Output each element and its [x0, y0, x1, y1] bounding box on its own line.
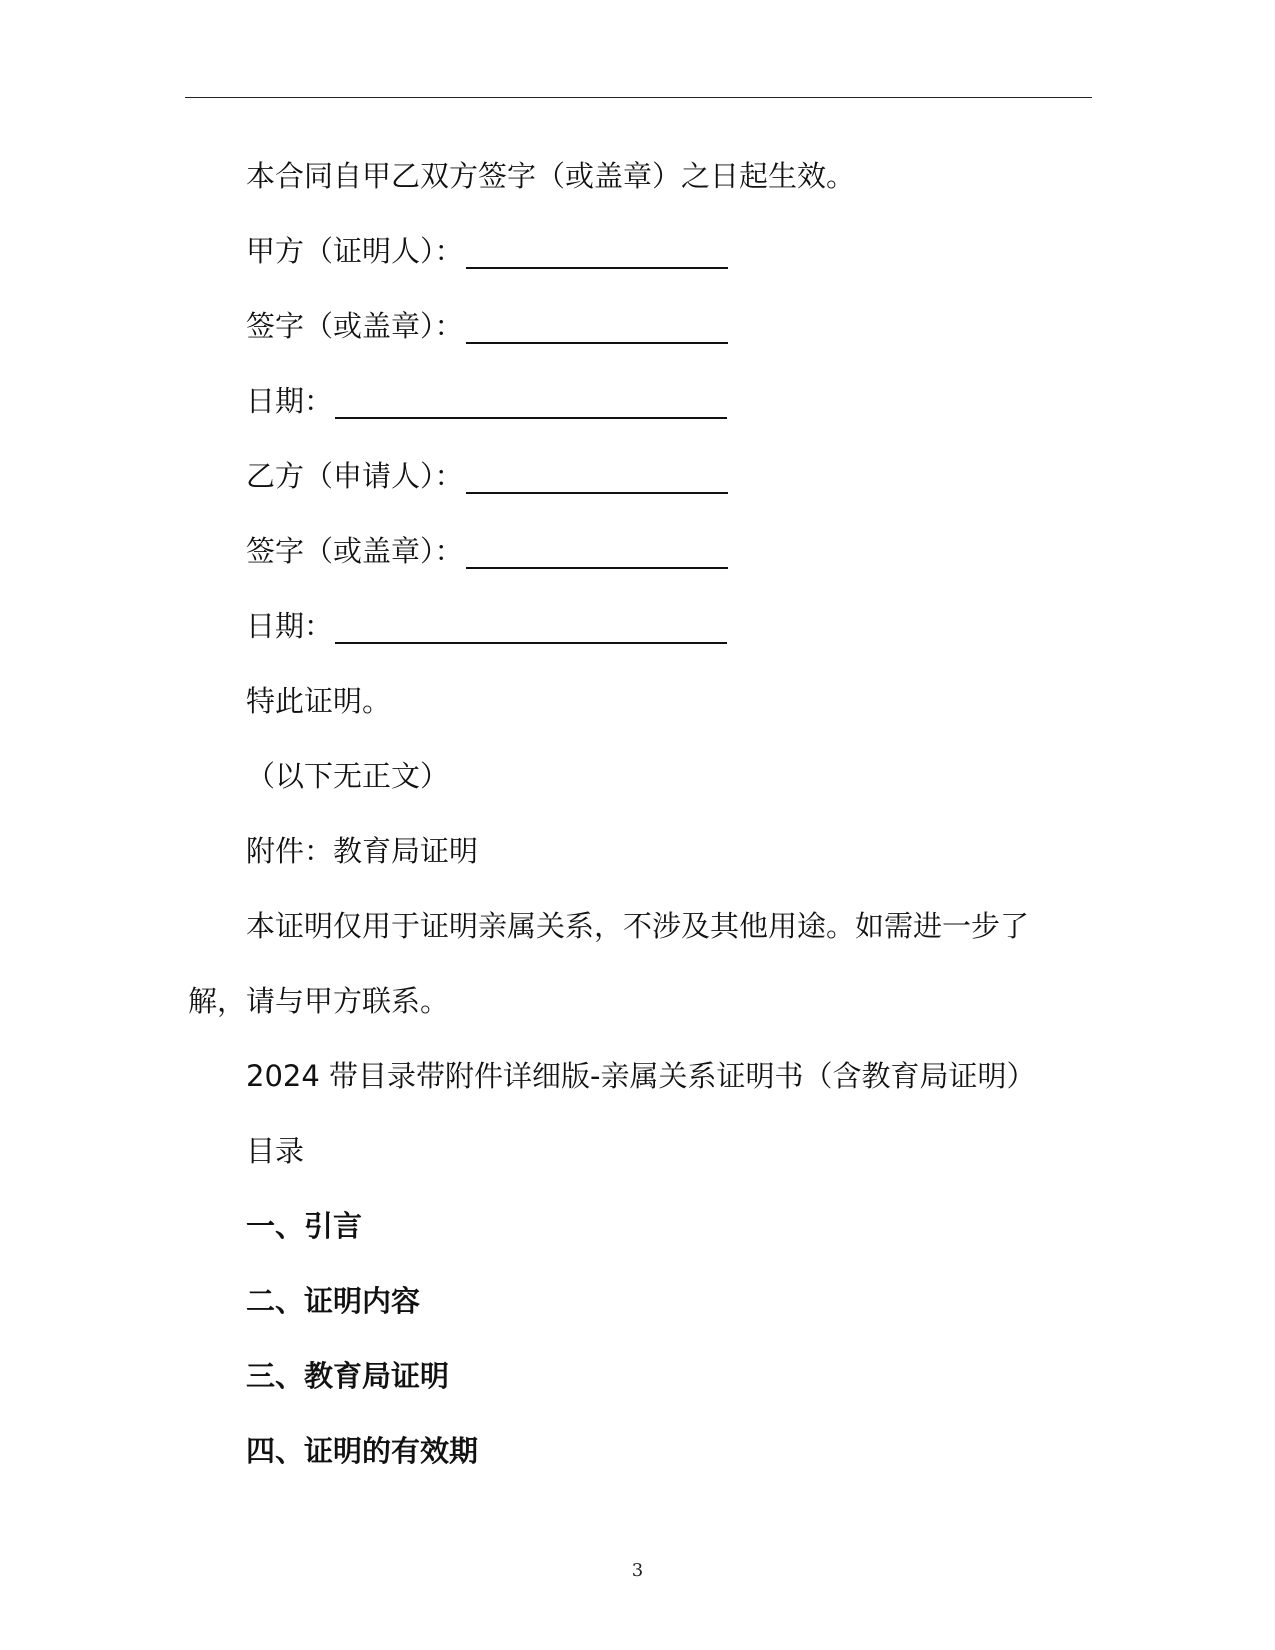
party-b-sign-label: 签字（或盖章）：	[246, 534, 464, 568]
no-more-text: （以下无正文）	[246, 759, 450, 793]
attachment-line: 附件：教育局证明	[246, 834, 479, 868]
party-b-date-label: 日期：	[246, 609, 334, 643]
hereby-certify: 特此证明。	[246, 684, 392, 718]
toc-heading: 目录	[246, 1134, 305, 1168]
party-b-date-blank[interactable]	[335, 612, 727, 644]
party-b-row	[246, 458, 728, 494]
party-a-row	[246, 233, 728, 269]
header-rule	[185, 97, 1092, 98]
party-a-blank[interactable]	[466, 237, 728, 269]
toc-item-certification-content[interactable]: 二、证明内容	[246, 1284, 421, 1318]
effective-clause: 本合同自甲乙双方签字（或盖章）之日起生效。	[246, 159, 856, 193]
document-title: 2024 带目录带附件详细版-亲属关系证明书（含教育局证明）	[246, 1059, 1036, 1093]
party-a-sign-blank[interactable]	[466, 312, 728, 344]
party-b-date-row	[246, 608, 727, 644]
usage-note-line2: 解，请与甲方联系。	[188, 984, 450, 1018]
usage-note-line1: 本证明仅用于证明亲属关系，不涉及其他用途。如需进一步了	[246, 909, 1030, 943]
party-a-date-blank[interactable]	[335, 387, 727, 419]
party-a-date-row	[246, 383, 727, 419]
toc-item-education-bureau[interactable]: 三、教育局证明	[246, 1359, 450, 1393]
party-a-label: 甲方（证明人）：	[246, 234, 464, 268]
party-b-sign-row	[246, 533, 728, 569]
toc-item-validity-period[interactable]: 四、证明的有效期	[246, 1434, 479, 1468]
page-number: 3	[631, 1560, 644, 1581]
toc-item-introduction[interactable]: 一、引言	[246, 1209, 363, 1243]
party-b-blank[interactable]	[466, 462, 728, 494]
party-a-sign-row	[246, 308, 728, 344]
party-b-sign-blank[interactable]	[466, 537, 728, 569]
party-a-date-label: 日期：	[246, 384, 334, 418]
party-a-sign-label: 签字（或盖章）：	[246, 309, 464, 343]
party-b-label: 乙方（申请人）：	[246, 459, 464, 493]
